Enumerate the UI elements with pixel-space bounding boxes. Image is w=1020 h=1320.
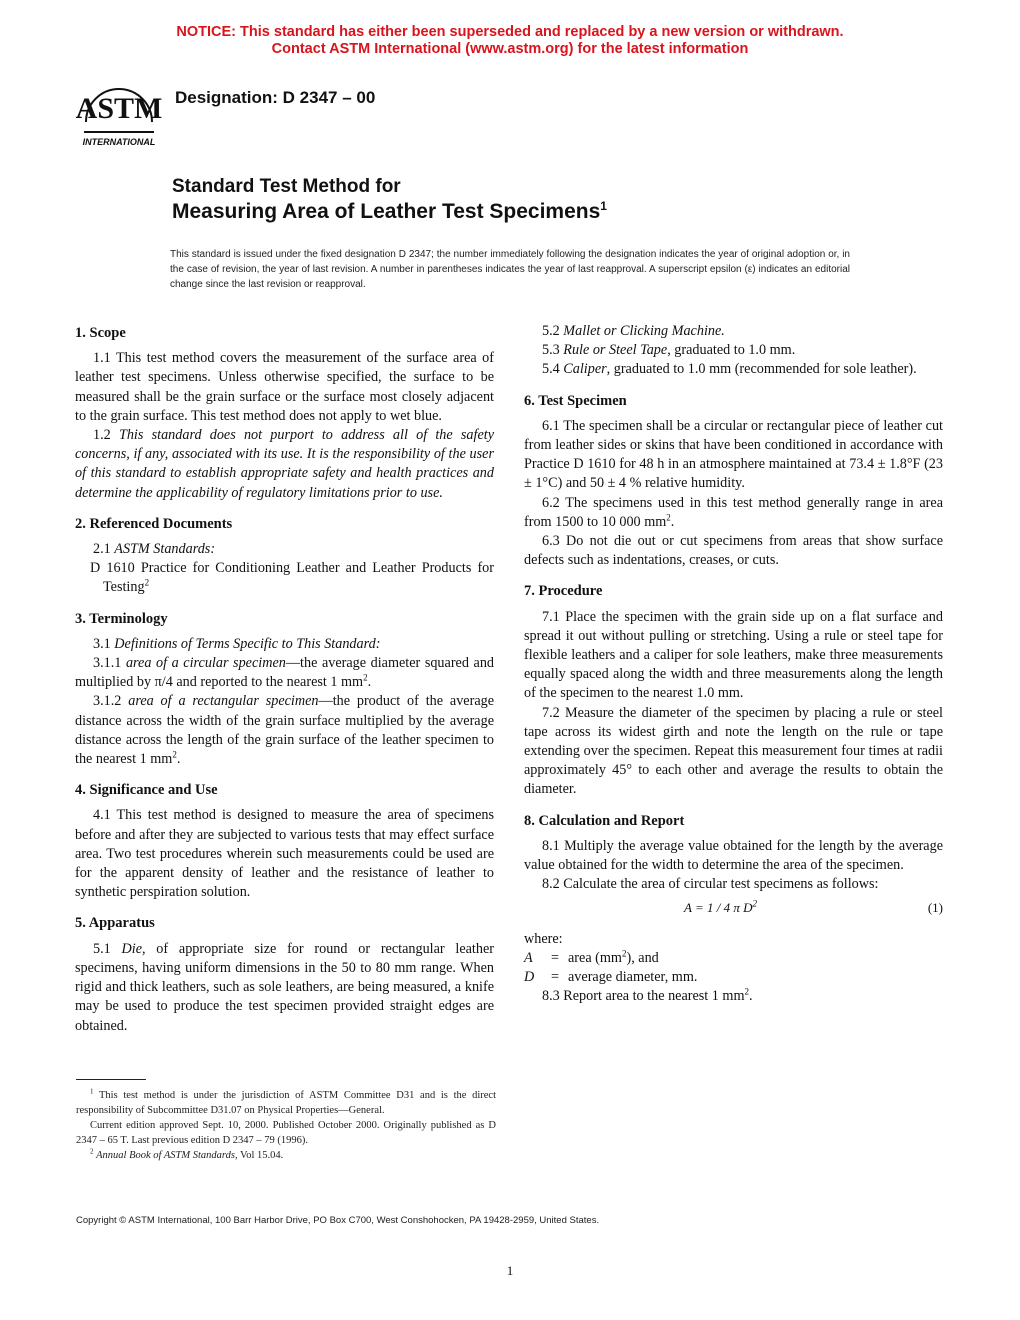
section-heading: 1. Scope [75,325,126,341]
footnotes [76,1088,496,1163]
variable-definition-a: A = area $(mm^2)$, and [524,948,659,966]
paragraph: 1.2 This standard does not purport to address all of the safety concerns, if any, associated with its use. It is the responsibility of the user of this standard to establish appropriate safety and health practices and determine the applicability of regulatory limitations prior to use. [75,427,494,501]
paragraph: 7.2 Measure the diameter of the specimen by placing a rule or steel tape across its widest girth and note the length on the rule or tape extending over the specimen. Repeat this measurement four times at radii approximately 45° to each other and average the results to obtain the diameter. [524,704,943,798]
referenced-document: D 1610 Practice for Conditioning Leather and Leather Products for Testing$^2$ [90,560,494,596]
section-heading: 3. Terminology [75,610,168,627]
paragraph: 1.1 This test method covers the measurement of the surface area of leather test specimens. Unless otherwise specified, the surface to be measured shall be the grain surface or the surface most closely adjacent to the grain surface. This test method does not apply to wet blue. [75,350,494,424]
notice-line-2: Contact ASTM International (www.astm.org) for the latest information [271,41,749,57]
section-terminology [75,610,494,770]
paragraph: 4.1 This test method is designed to measure the area of specimens before and after they are subjected to various tests that may effect surface area. Two test procedures wherein such measurements could be used are for the apparent density of leather and the resistance of leather to synthetic perspiration solution. [75,807,494,901]
section-apparatus-continued [524,322,943,380]
paragraph: 5.3 Rule or Steel Tape, graduated to 1.0 mm. [542,342,796,359]
section-procedure [524,582,943,799]
paragraph: 3.1 Definitions of Terms Specific to This Standard: [93,635,381,652]
paragraph: 8.3 Report area to the nearest 1 $mm^2$. [542,986,753,1005]
section-significance [75,781,494,902]
section-referenced-documents [75,515,494,598]
footnote-divider [76,1079,146,1080]
definition: 3.1.2 area of a rectangular specimen—the product of the average distance across the width of the grain surface multiplied by the average distance across the length of the grain surface of the leather specimen to the nearest 1 $mm^2$. [75,693,495,768]
section-heading: 6. Test Specimen [524,392,627,409]
footnote-1: $^1$ This test method is under the jurisdiction of ASTM Committee D31 and is the direct responsibility of Subcommittee D31.07 on Physical Properties—General. [76,1087,497,1116]
paragraph: 6.1 The specimen shall be a circular or rectangular piece of leather cut from leather sides or skins that have been conditioned in accordance with Practice D 1610 for 48 h in an atmosphere maintained at 73.4 ± 1.8°F (23 ± 1°C) and 50 ± 4 % relative humidity. [524,417,943,492]
section-heading: 2. Referenced Documents [75,515,233,532]
paragraph: 2.1 ASTM Standards: [93,541,216,558]
where-label: where: [524,930,563,947]
section-heading: 5. Apparatus [75,915,155,932]
copyright: Copyright © ASTM International, 100 Barr Harbor Drive, PO Box C700, West Conshohocken, PA 19428-2959, United States. [76,1215,600,1226]
equation [524,898,943,917]
title-line-2: Measuring Area of Leather Test Specimens$^1$ [172,199,607,223]
paragraph: 6.2 The specimens used in this test method generally range in area from 1500 to 10 000 $mm^2$. [524,494,943,530]
notice-line-1: NOTICE: This standard has either been superseded and replaced by a new version or withdrawn. [176,24,844,40]
section-heading: 4. Significance and Use [75,782,218,799]
variable-definition-d: D = average diameter, mm. [524,969,698,986]
paragraph: 5.4 Caliper, graduated to 1.0 mm (recommended for sole leather). [542,361,917,378]
logo-text: ASTM [76,92,162,125]
paragraph: 5.2 Mallet or Clicking Machine. [542,323,725,339]
left-column [75,322,494,1048]
equation-number: (1) [927,900,943,916]
right-column [524,322,943,1019]
paragraph: 8.1 Multiply the average value obtained for the length by the average value obtained for the width to determine the area of the specimen. [524,837,943,874]
section-scope [75,324,494,503]
issue-note: This standard is issued under the fixed designation D 2347; the number immediately following the designation indicates the year of original adoption or, in the case of revision, the year of last revision. A number in parentheses indicates the year of last reapproval. A superscript epsilon (ε) indicates an editorial change since the last revision or reapproval. [170,249,850,290]
section-heading: 8. Calculation and Report [524,812,685,829]
footnote-2: $^2$ Annual Book of ASTM Standards, Vol 15.04. [90,1147,284,1161]
page-number: 1 [506,1263,514,1278]
section-calculation-report [524,812,943,1007]
paragraph: 5.1 Die, of appropriate size for round or rectangular leather specimens, having uniform dimensions in the 50 to 80 mm range. When rigid and thick leathers, such as sole leathers, are being measured, a knife may be used to produce the test specimen provided straight edges are obtained. [75,940,494,1034]
paragraph: 8.2 Calculate the area of circular test specimens as follows: [542,876,879,893]
notice-banner [0,24,1020,58]
section-test-specimen [524,392,943,571]
document-title [172,175,607,225]
paragraph: 7.1 Place the specimen with the grain side up on a flat surface and spread it out without pulling or stretching. Using a rule or steel tape for flexible leathers and a caliper for sole leathers, make three measurements equally spaced along the width and three measurements along the length of the specimen to the nearest 1.0 mm. [524,608,943,702]
astm-logo [76,70,162,150]
title-footnote-mark: 1 [600,199,607,213]
title-line-1: Standard Test Method for [172,176,401,197]
definition: 3.1.1 area of a circular specimen—the average diameter squared and multiplied by π/4 and reported to the nearest 1 $mm^2$. [75,655,495,691]
logo-subtext: INTERNATIONAL [82,137,156,147]
section-heading: 7. Procedure [524,583,603,600]
footnote-1-continued: Current edition approved Sept. 10, 2000. Published October 2000. Originally published as D 2347 – 65 T. Last previous edition D 2347 – 79 (1996). [76,1120,496,1146]
section-apparatus [75,914,494,1035]
paragraph: 6.3 Do not die out or cut specimens from areas that show surface defects such as indentations, creases, or cuts. [524,533,943,569]
equation-body: A = 1 / 4 π $D^2$ [684,899,757,916]
designation: Designation: D 2347 – 00 [175,88,376,107]
